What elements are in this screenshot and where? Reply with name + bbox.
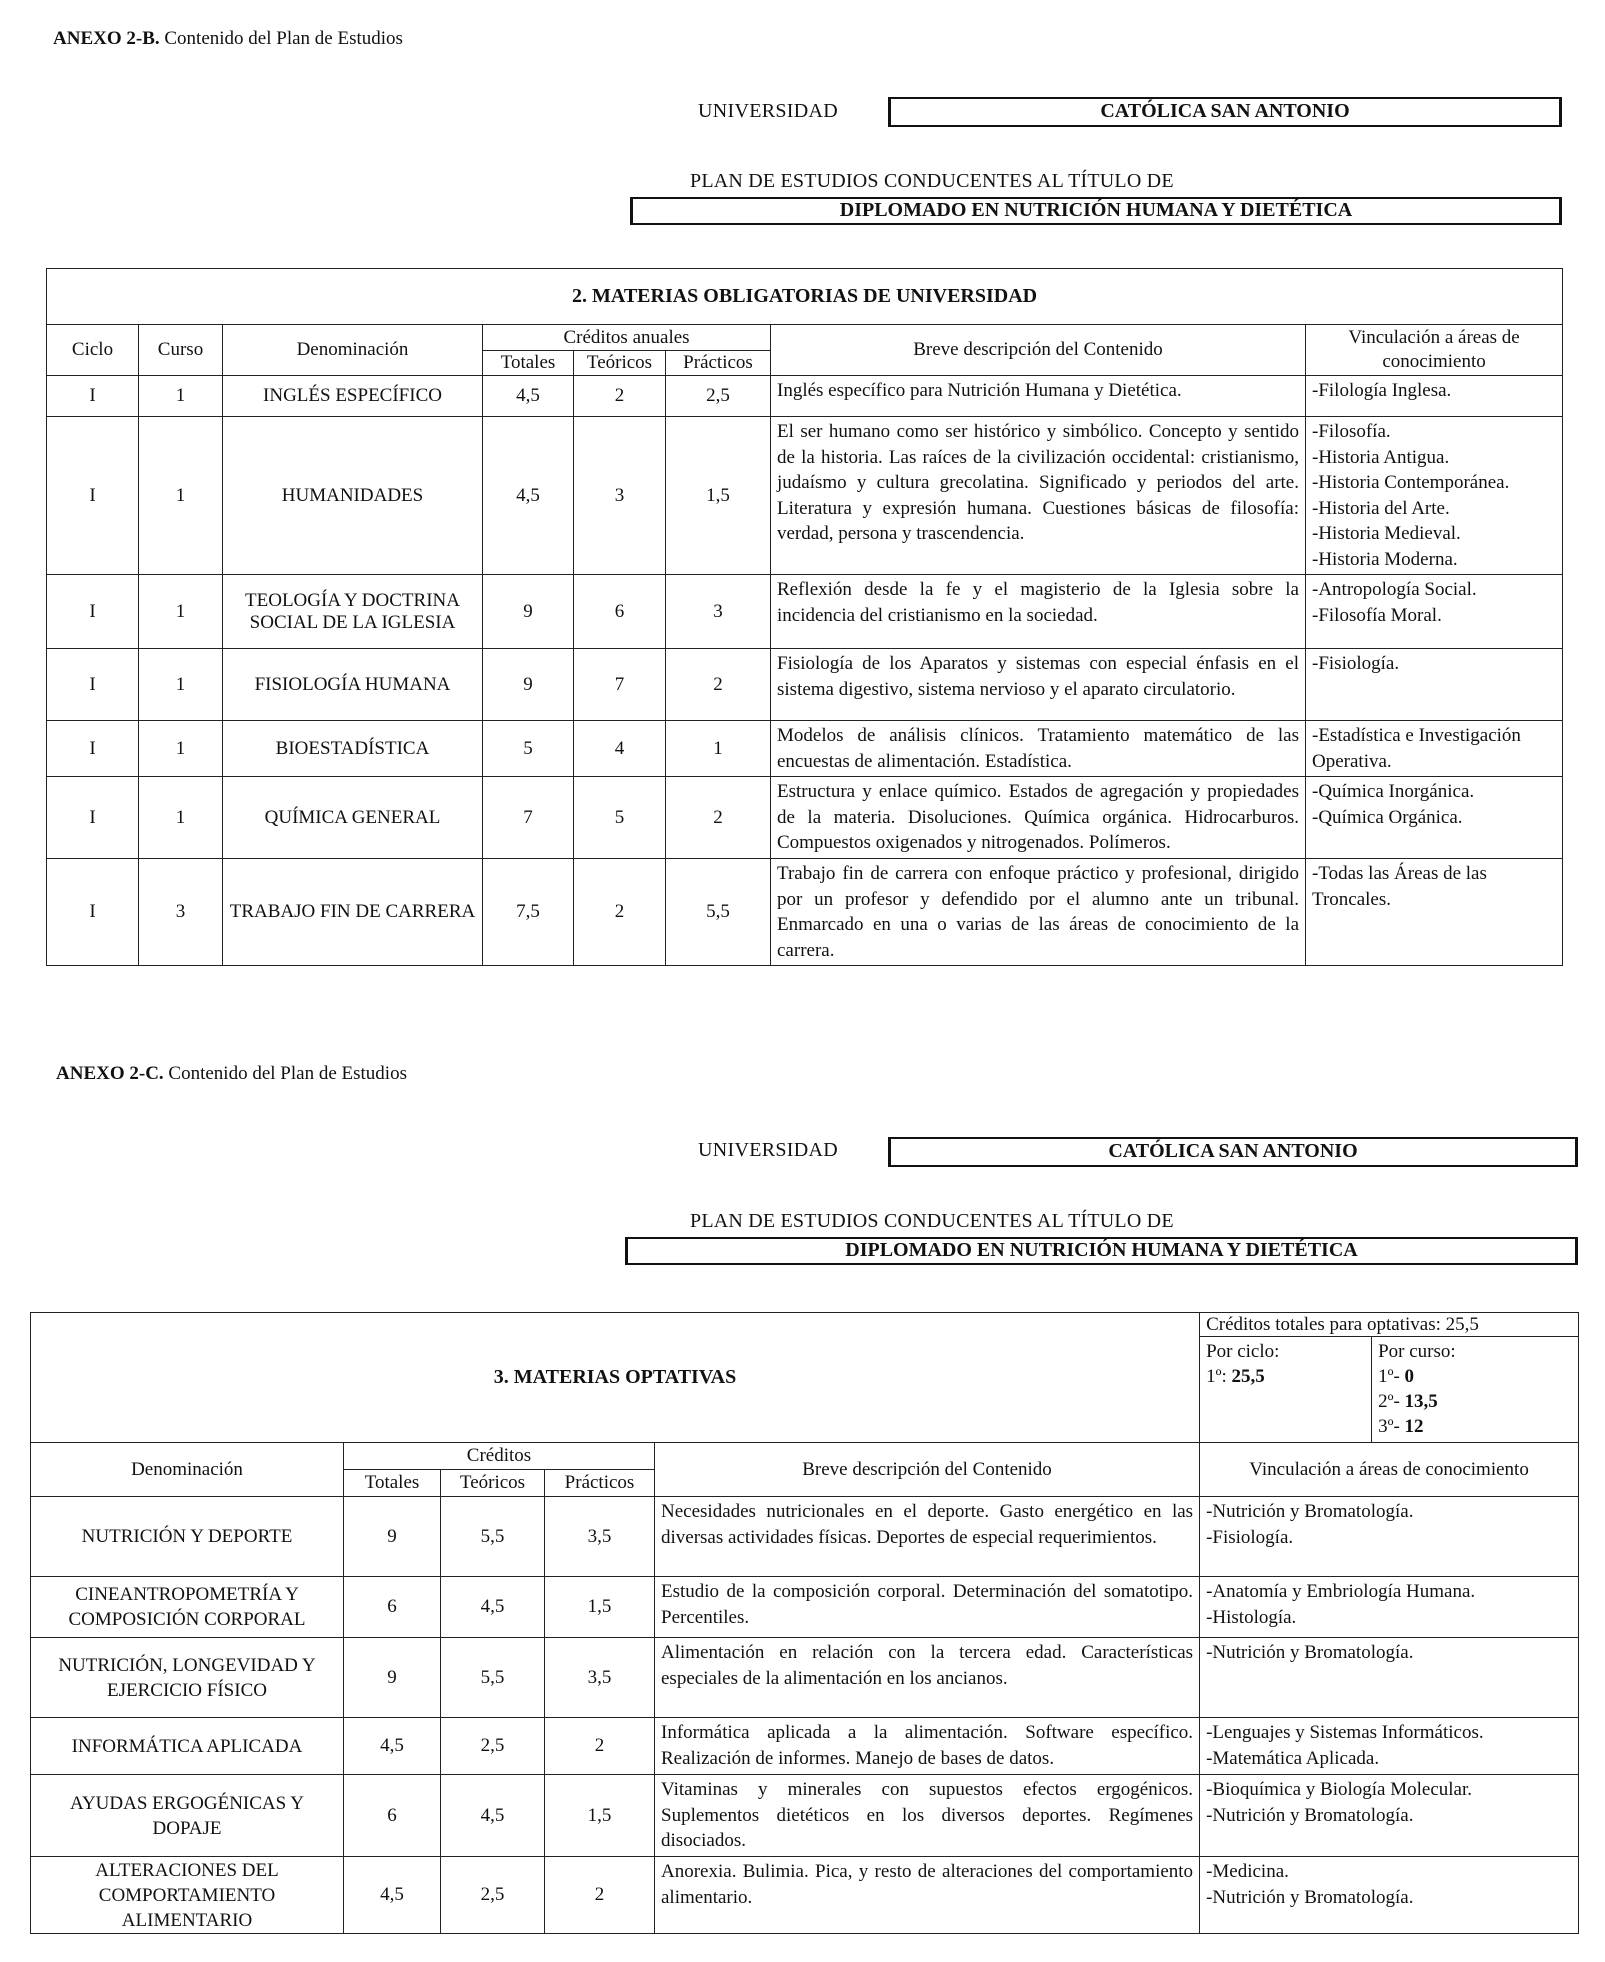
por-curso-2 <box>1378 1389 1572 1414</box>
universidad-label-2: UNIVERSIDAD <box>698 1139 838 1161</box>
table-row <box>31 1497 1579 1577</box>
cell-denominacion: NUTRICIÓN, LONGEVIDAD Y EJERCICIO FÍSICO <box>31 1638 344 1718</box>
cell-practicos: 2 <box>545 1718 655 1775</box>
cell-practicos: 2,5 <box>666 376 771 417</box>
cell-totales: 4,5 <box>483 376 574 417</box>
table-row <box>31 1775 1579 1857</box>
cell-descripcion: Alimentación en relación con la tercera edad. Características especiales de la alimentación en los ancianos. <box>655 1638 1200 1718</box>
cell-totales: 7,5 <box>483 859 574 966</box>
anexo-2b-label: ANEXO 2-B. <box>53 28 160 49</box>
header-vinculacion-2: Vinculación a áreas de conocimiento <box>1200 1443 1579 1497</box>
cell-descripcion: Estructura y enlace químico. Estados de agregación y propiedades de la materia. Disoluciones. Química orgánica. Hidrocarburos. Compuestos oxigenados y nitrogenados. Polímeros. <box>771 777 1306 859</box>
cell-descripcion: Informática aplicada a la alimentación. Software específico. Realización de informes. Manejo de bases de datos. <box>655 1718 1200 1775</box>
vinculacion-item: -Historia Medieval. <box>1312 523 1461 544</box>
header-practicos-2: Prácticos <box>545 1470 655 1497</box>
plan-label: PLAN DE ESTUDIOS CONDUCENTES AL TÍTULO DE <box>690 170 1174 192</box>
por-ciclo-cell <box>1200 1337 1372 1443</box>
vinculacion-item: -Nutrición y Bromatología. <box>1206 1886 1414 1908</box>
header-curso: Curso <box>139 325 223 376</box>
cell-totales: 9 <box>483 575 574 649</box>
cell-totales: 4,5 <box>483 417 574 575</box>
table-row <box>47 417 1563 575</box>
table-body-2 <box>31 1497 1579 1934</box>
cell-practicos: 3,5 <box>545 1638 655 1718</box>
vinculacion-item: -Historia Moderna. <box>1312 548 1458 570</box>
cell-practicos: 3 <box>666 575 771 649</box>
header-practicos: Prácticos <box>666 351 771 376</box>
cell-vinculacion <box>1200 1497 1579 1577</box>
cell-practicos: 2 <box>545 1857 655 1934</box>
por-curso-3 <box>1378 1414 1572 1439</box>
cell-curso: 1 <box>139 376 223 417</box>
cell-ciclo: I <box>47 859 139 966</box>
table-row <box>47 859 1563 966</box>
vinculacion-item: -Antropología Social. <box>1312 579 1477 600</box>
cell-descripcion: Necesidades nutricionales en el deporte. Gasto energético en las diversas actividades físicas. Deportes de especial requerimientos. <box>655 1497 1200 1577</box>
por-curso-2-value: 13,5 <box>1404 1391 1438 1412</box>
vinculacion-item: -Química Inorgánica. <box>1312 781 1475 802</box>
por-ciclo-label: Por ciclo: <box>1206 1341 1280 1362</box>
anexo-2b-subtitle: Contenido del Plan de Estudios <box>159 28 403 49</box>
universidad-label: UNIVERSIDAD <box>698 100 838 122</box>
table-row <box>47 721 1563 777</box>
cell-ciclo: I <box>47 777 139 859</box>
cell-totales: 9 <box>344 1497 441 1577</box>
por-curso-1 <box>1378 1364 1572 1389</box>
cell-denominacion: INFORMÁTICA APLICADA <box>31 1718 344 1775</box>
cell-vinculacion <box>1306 376 1563 417</box>
cell-teoricos: 6 <box>574 575 666 649</box>
header-descripcion-2: Breve descripción del Contenido <box>655 1443 1200 1497</box>
vinculacion-item: -Lenguajes y Sistemas Informáticos. <box>1206 1722 1484 1743</box>
cell-teoricos: 2 <box>574 859 666 966</box>
cell-denominacion: AYUDAS ERGOGÉNICAS Y DOPAJE <box>31 1775 344 1857</box>
header-vinculacion: Vinculación a áreas de conocimiento <box>1306 325 1563 376</box>
vinculacion-item: -Todas las Áreas de las Troncales. <box>1312 863 1487 910</box>
plan-label-2: PLAN DE ESTUDIOS CONDUCENTES AL TÍTULO DE <box>690 1210 1174 1232</box>
cell-totales: 9 <box>483 649 574 721</box>
table-row <box>47 777 1563 859</box>
cell-vinculacion <box>1306 417 1563 575</box>
table-row <box>47 376 1563 417</box>
header-totales: Totales <box>483 351 574 376</box>
vinculacion-item: -Nutrición y Bromatología. <box>1206 1804 1414 1826</box>
titulo-box-2: DIPLOMADO EN NUTRICIÓN HUMANA Y DIETÉTICA <box>625 1237 1578 1265</box>
vinculacion-item: -Estadística e Investigación Operativa. <box>1312 725 1521 772</box>
table-row <box>31 1638 1579 1718</box>
cell-curso: 3 <box>139 859 223 966</box>
cell-practicos: 3,5 <box>545 1497 655 1577</box>
anexo-2c-heading <box>56 1063 407 1085</box>
cell-denominacion: QUÍMICA GENERAL <box>223 777 483 859</box>
cell-totales: 6 <box>344 1775 441 1857</box>
table-title-2: 3. MATERIAS OPTATIVAS <box>31 1313 1200 1443</box>
cell-practicos: 2 <box>666 649 771 721</box>
header-ciclo: Ciclo <box>47 325 139 376</box>
cell-teoricos: 7 <box>574 649 666 721</box>
cell-vinculacion <box>1200 1775 1579 1857</box>
vinculacion-item: -Medicina. <box>1206 1861 1289 1882</box>
vinculacion-item: -Filosofía Moral. <box>1312 604 1442 626</box>
cell-teoricos: 2 <box>574 376 666 417</box>
cell-totales: 4,5 <box>344 1857 441 1934</box>
vinculacion-item: -Histología. <box>1206 1606 1297 1628</box>
cell-totales: 7 <box>483 777 574 859</box>
header-teoricos-2: Teóricos <box>441 1470 545 1497</box>
header-denominacion-2: Denominación <box>31 1443 344 1497</box>
vinculacion-item: -Historia del Arte. <box>1312 497 1450 519</box>
anexo-2b-heading <box>53 28 403 50</box>
anexo-2c-label: ANEXO 2-C. <box>56 1063 164 1084</box>
cell-vinculacion <box>1306 721 1563 777</box>
materias-obligatorias-table <box>46 268 1563 966</box>
cell-totales: 9 <box>344 1638 441 1718</box>
table-row <box>31 1577 1579 1638</box>
cell-teoricos: 2,5 <box>441 1718 545 1775</box>
por-curso-3-prefix: 3º- <box>1378 1416 1405 1437</box>
cell-descripcion: El ser humano como ser histórico y simbólico. Concepto y sentido de la historia. Las raíces de la civilización occidental: cristianismo, judaísmo y cultura grecolatina. Significado y periodos del arte. Literatura y expresión humana. Cuestiones básicas de filosofía: verdad, persona y trascendencia. <box>771 417 1306 575</box>
header-denominacion: Denominación <box>223 325 483 376</box>
cell-teoricos: 5,5 <box>441 1638 545 1718</box>
table-row <box>31 1718 1579 1775</box>
cell-practicos: 1,5 <box>666 417 771 575</box>
cell-totales: 4,5 <box>344 1718 441 1775</box>
cell-descripcion: Fisiología de los Aparatos y sistemas con especial énfasis en el sistema digestivo, sistema nervioso y el aparato circulatorio. <box>771 649 1306 721</box>
cell-ciclo: I <box>47 376 139 417</box>
cell-denominacion: NUTRICIÓN Y DEPORTE <box>31 1497 344 1577</box>
por-ciclo-prefix: 1º: <box>1206 1366 1232 1387</box>
cell-curso: 1 <box>139 777 223 859</box>
cell-ciclo: I <box>47 649 139 721</box>
cell-curso: 1 <box>139 417 223 575</box>
cell-descripcion: Vitaminas y minerales con supuestos efectos ergogénicos. Suplementos dietéticos en los diversos deportes. Regímenes disociados. <box>655 1775 1200 1857</box>
cell-practicos: 1,5 <box>545 1775 655 1857</box>
cell-ciclo: I <box>47 721 139 777</box>
header-teoricos: Teóricos <box>574 351 666 376</box>
vinculacion-item: -Química Orgánica. <box>1312 806 1463 828</box>
vinculacion-item: -Historia Contemporánea. <box>1312 472 1510 493</box>
cell-descripcion: Estudio de la composición corporal. Determinación del somatotipo. Percentiles. <box>655 1577 1200 1638</box>
vinculacion-item: -Filosofía. <box>1312 421 1391 442</box>
por-ciclo-value: 25,5 <box>1231 1366 1265 1387</box>
por-curso-1-value: 0 <box>1404 1366 1415 1387</box>
cell-denominacion: HUMANIDADES <box>223 417 483 575</box>
cell-denominacion: INGLÉS ESPECÍFICO <box>223 376 483 417</box>
vinculacion-item: -Matemática Aplicada. <box>1206 1747 1380 1769</box>
table-title: 2. MATERIAS OBLIGATORIAS DE UNIVERSIDAD <box>47 269 1563 325</box>
cell-vinculacion <box>1200 1857 1579 1934</box>
cell-vinculacion <box>1306 575 1563 649</box>
por-curso-cell <box>1372 1337 1579 1443</box>
vinculacion-item: -Fisiología. <box>1206 1526 1294 1548</box>
header-creditos-2: Créditos <box>344 1443 655 1470</box>
cell-denominacion: TRABAJO FIN DE CARRERA <box>223 859 483 966</box>
titulo-box: DIPLOMADO EN NUTRICIÓN HUMANA Y DIETÉTICA <box>630 197 1562 225</box>
table-body <box>47 376 1563 966</box>
cell-practicos: 1 <box>666 721 771 777</box>
header-totales-2: Totales <box>344 1470 441 1497</box>
cell-curso: 1 <box>139 649 223 721</box>
por-curso-1-prefix: 1º- <box>1378 1366 1405 1387</box>
cell-teoricos: 4,5 <box>441 1577 545 1638</box>
header-creditos: Créditos anuales <box>483 325 771 351</box>
table-row <box>47 575 1563 649</box>
cell-teoricos: 3 <box>574 417 666 575</box>
cell-descripcion: Reflexión desde la fe y el magisterio de la Iglesia sobre la incidencia del cristianismo en la sociedad. <box>771 575 1306 649</box>
header-descripcion: Breve descripción del Contenido <box>771 325 1306 376</box>
cell-vinculacion <box>1200 1577 1579 1638</box>
vinculacion-item: -Filología Inglesa. <box>1312 380 1452 401</box>
vinculacion-item: -Anatomía y Embriología Humana. <box>1206 1581 1476 1602</box>
cell-vinculacion <box>1306 859 1563 966</box>
universidad-box: CATÓLICA SAN ANTONIO <box>888 97 1562 127</box>
cell-teoricos: 5,5 <box>441 1497 545 1577</box>
por-curso-3-value: 12 <box>1404 1416 1424 1437</box>
cell-ciclo: I <box>47 417 139 575</box>
vinculacion-item: -Nutrición y Bromatología. <box>1206 1642 1414 1663</box>
vinculacion-item: -Fisiología. <box>1312 653 1400 674</box>
cell-vinculacion <box>1200 1718 1579 1775</box>
cell-denominacion: FISIOLOGÍA HUMANA <box>223 649 483 721</box>
por-ciclo-valor <box>1206 1364 1365 1389</box>
vinculacion-item: -Bioquímica y Biología Molecular. <box>1206 1779 1473 1800</box>
cell-descripcion: Trabajo fin de carrera con enfoque práctico y profesional, dirigido por un profesor y defendido por el alumno ante un tribunal. Enmarcado en una o varias de las áreas de conocimiento de la carrera. <box>771 859 1306 966</box>
cell-practicos: 5,5 <box>666 859 771 966</box>
cell-curso: 1 <box>139 721 223 777</box>
cell-totales: 6 <box>344 1577 441 1638</box>
cell-ciclo: I <box>47 575 139 649</box>
cell-practicos: 2 <box>666 777 771 859</box>
table-row <box>47 649 1563 721</box>
creditos-totales: Créditos totales para optativas: 25,5 <box>1200 1313 1579 1337</box>
vinculacion-item: -Historia Antigua. <box>1312 446 1450 468</box>
cell-teoricos: 2,5 <box>441 1857 545 1934</box>
cell-teoricos: 4,5 <box>441 1775 545 1857</box>
cell-denominacion: TEOLOGÍA Y DOCTRINA SOCIAL DE LA IGLESIA <box>223 575 483 649</box>
cell-teoricos: 5 <box>574 777 666 859</box>
cell-vinculacion <box>1306 777 1563 859</box>
cell-curso: 1 <box>139 575 223 649</box>
cell-denominacion: BIOESTADÍSTICA <box>223 721 483 777</box>
cell-practicos: 1,5 <box>545 1577 655 1638</box>
table-row <box>31 1857 1579 1934</box>
anexo-2c-subtitle: Contenido del Plan de Estudios <box>163 1063 407 1084</box>
por-curso-2-prefix: 2º- <box>1378 1391 1405 1412</box>
materias-optativas-table <box>30 1312 1579 1934</box>
cell-denominacion: CINEANTROPOMETRÍA Y COMPOSICIÓN CORPORAL <box>31 1577 344 1638</box>
universidad-box-2: CATÓLICA SAN ANTONIO <box>888 1137 1578 1167</box>
por-curso-label: Por curso: <box>1378 1341 1456 1362</box>
cell-teoricos: 4 <box>574 721 666 777</box>
cell-descripcion: Modelos de análisis clínicos. Tratamiento matemático de las encuestas de alimentación. Estadística. <box>771 721 1306 777</box>
cell-denominacion: ALTERACIONES DEL COMPORTAMIENTO ALIMENTARIO <box>31 1857 344 1934</box>
cell-vinculacion <box>1200 1638 1579 1718</box>
vinculacion-item: -Nutrición y Bromatología. <box>1206 1501 1414 1522</box>
cell-totales: 5 <box>483 721 574 777</box>
cell-descripcion: Inglés específico para Nutrición Humana y Dietética. <box>771 376 1306 417</box>
cell-descripcion: Anorexia. Bulimia. Pica, y resto de alteraciones del comportamiento alimentario. <box>655 1857 1200 1934</box>
cell-vinculacion <box>1306 649 1563 721</box>
